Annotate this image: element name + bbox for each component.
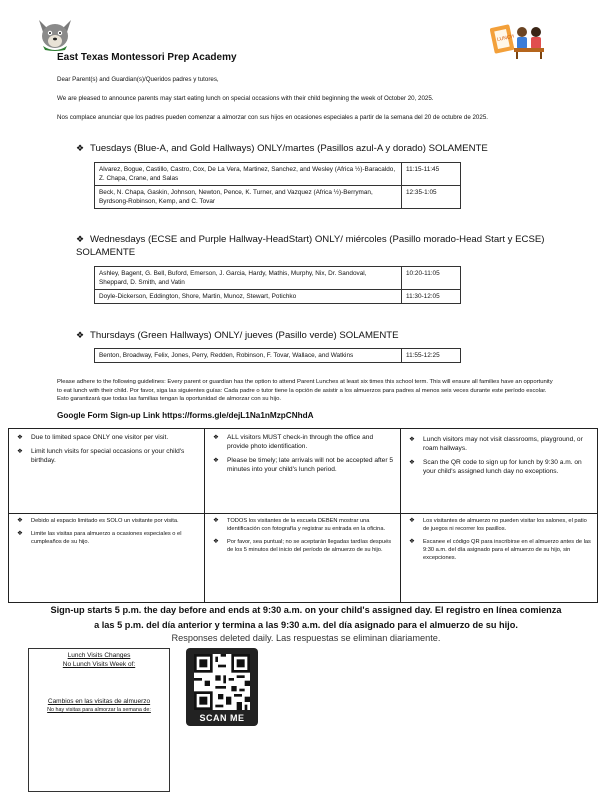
table-row [95, 349, 461, 363]
clipboard-label: LUNCH [496, 33, 515, 43]
thursday-heading-text: Thursdays (Green Hallways) ONLY/ jueves (Pasillo verde) SOLAMENTE [90, 330, 399, 341]
changes-sub-es: No hay visitas para almorzar la semana de: [47, 707, 151, 713]
wednesday-heading [76, 233, 546, 259]
rules-grid [8, 428, 598, 603]
diamond-bullet-icon: ❖ [76, 143, 85, 153]
list-item: ❖ Please be timely; late arrivals will not be accepted after 5 minutes into your child's lunch period. [227, 456, 394, 474]
signup-link[interactable]: Google Form Sign-up Link https://forms.gle/dejL1Na1nMzpCNhdA [57, 411, 314, 420]
changes-sub-en: No Lunch Visits Week of: [62, 661, 136, 668]
names-cell: Beck, N. Chapa, Gaskin, Johnson, Newton, Pence, K. Turner, and Vazquez (Africa ½)-Berryman, Byrdsong-Robinson, Kemp, and C. Tovar [95, 186, 402, 209]
mascot-logo-icon [35, 16, 75, 52]
time-cell: 10:20-11:05 [402, 267, 461, 290]
footer-line-2: a las 5 p.m. del día anterior y termina a las 9:30 a.m. del día asignado para el almuerzo de su hijo. [94, 620, 518, 630]
rules-es-col-1 [9, 513, 205, 602]
changes-title-es: Cambios en las visitas de almuerzo [47, 698, 151, 705]
lunch-changes-box [28, 648, 170, 792]
rules-en-col-2 [205, 429, 401, 513]
list-item: ❖ Limit lunch visits for special occasions or your child's birthday. [31, 447, 198, 465]
school-name: East Texas Montessori Prep Academy [57, 52, 237, 63]
list-item: ❖ Escanee el código QR para inscribirse en el almuerzo antes de las 9:30 a.m. del día asignado para el almuerzo de su hijo, sin excepciones. [423, 538, 591, 562]
diamond-bullet-icon: ❖ [76, 330, 85, 340]
lunch-clipboard-icon [490, 20, 546, 60]
thursday-table [94, 348, 461, 363]
changes-title-en: Lunch Visits Changes [67, 652, 131, 659]
footer-line-3: Responses deleted daily. Las respuestas se eliminan diariamente. [171, 633, 441, 643]
time-cell: 11:30-12:05 [402, 290, 461, 304]
rules-es-col-2 [205, 513, 401, 602]
qr-code-icon [194, 654, 250, 710]
rules-es-col-3 [401, 513, 597, 602]
names-cell: Alvarez, Bogue, Castillo, Castro, Cox, De La Vera, Martinez, Sanchez, and Wesley (Africa ½)-Baracaldo, Z. Chapa, Crane, and Salas [95, 163, 402, 186]
qr-code[interactable] [186, 648, 258, 726]
table-row [95, 267, 461, 290]
time-cell: 12:35-1:05 [402, 186, 461, 209]
rules-en-col-1 [9, 429, 205, 513]
names-cell: Doyle-Dickerson, Eddington, Shore, Martin, Munoz, Stewart, Potichko [95, 290, 402, 304]
intro-en: We are pleased to announce parents may start eating lunch on special occasions with their child beginning the week of October 20, 2025. [57, 95, 434, 102]
list-item: ❖ ALL visitors MUST check-in through the office and provide photo identification. [227, 433, 394, 451]
time-cell: 11:15-11:45 [402, 163, 461, 186]
list-item: ❖ Due to limited space ONLY one visitor per visit. [31, 433, 198, 442]
list-item: ❖ Debido al espacio limitado es SOLO un visitante por visita. [31, 517, 198, 525]
names-cell: Benton, Broadway, Felix, Jones, Perry, Redden, Robinson, F. Tovar, Wallace, and Watkins [95, 349, 402, 363]
wednesday-heading-text: Wednesdays (ECSE and Purple Hallway-HeadStart) ONLY/ miércoles (Pasillo morado-Head Start y ECSE) SOLAMENTE [76, 234, 545, 258]
wednesday-table [94, 266, 461, 304]
scan-me-label: SCAN ME [199, 713, 245, 723]
tuesday-heading [76, 142, 546, 155]
list-item: ❖ Por favor, sea puntual; no se aceptarán llegadas tardías después de los 5 minutos del inicio del período de almuerzo de su hijo. [227, 538, 394, 554]
list-item: ❖ Lunch visitors may not visit classrooms, playground, or roam hallways. [423, 435, 591, 453]
rules-en-col-3 [401, 429, 597, 513]
table-row [95, 290, 461, 304]
thursday-heading [76, 329, 546, 342]
guidelines-text: Please adhere to the following guidelines: Every parent or guardian has the option to attend Parent Lunches at least six times this school term. This will ensure all families have an opportunity to eat lunch with their child. Por favor, siga las siguientes guías: Cada padre o tutor tiene la opción de asistir a los almuerzos para padres al menos seis veces durante este período escolar. Esto garantizará que todas las familias tengan la oportunidad de almorzar con su hijo. [57, 379, 553, 402]
names-cell: Ashley, Bagent, G. Bell, Buford, Emerson, J. Garcia, Hardy, Mathis, Murphy, Nix, Dr. Sandoval, Sheppard, D. Smith, and Vatin [95, 267, 402, 290]
list-item: ❖ Los visitantes de almuerzo no pueden visitar los salones, el patio de juegos ni recorrer los pasillos. [423, 517, 591, 533]
list-item: ❖ Scan the QR code to sign up for lunch by 9:30 a.m. on your child's assigned lunch day no exceptions. [423, 458, 591, 476]
table-row [95, 163, 461, 186]
list-item: ❖ Limite las visitas para almuerzo a ocasiones especiales o el cumpleaños de su hijo. [31, 530, 198, 546]
tuesday-heading-text: Tuesdays (Blue-A, and Gold Hallways) ONLY/martes (Pasillos azul-A y dorado) SOLAMENTE [90, 143, 488, 154]
diamond-bullet-icon: ❖ [76, 234, 85, 244]
footer-line-1: Sign-up starts 5 p.m. the day before and ends at 9:30 a.m. on your child's assigned day. El registro en línea comienza [50, 605, 562, 615]
time-cell: 11:55-12:25 [402, 349, 461, 363]
tuesday-table [94, 162, 461, 209]
intro-es: Nos complace anunciar que los padres pueden comenzar a almorzar con sus hijos en ocasiones especiales a partir de la semana del 20 de octubre de 2025. [57, 114, 488, 121]
list-item: ❖ TODOS los visitantes de la escuela DEBEN mostrar una identificación con fotografía y registrar su entrada en la oficina. [227, 517, 394, 533]
table-row [95, 186, 461, 209]
greeting: Dear Parent(s) and Guardian(s)/Queridos padres y tutores, [57, 76, 219, 83]
